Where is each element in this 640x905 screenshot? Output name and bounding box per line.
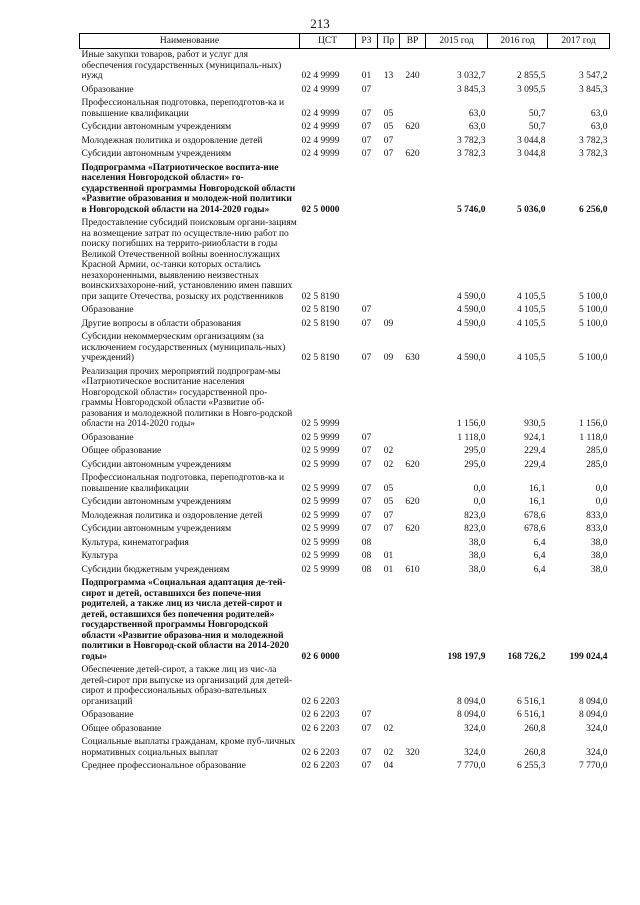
row-value-2016: 6,4 <box>533 551 546 561</box>
row-value-2017: 3 547,2 <box>579 71 608 81</box>
row-value-2017: 63,0 <box>590 108 608 119</box>
row-value-2015: 4 590,0 <box>457 305 486 315</box>
row-cst: 02 5 9999 <box>301 564 340 575</box>
row-pr: 05 <box>383 122 394 132</box>
row-value-2017: 285,0 <box>586 459 608 470</box>
row-value-2016: 6,4 <box>533 537 546 548</box>
row-pr: 02 <box>383 747 394 758</box>
row-cst: 02 5 8190 <box>301 318 340 329</box>
row-value-2015: 8 094,0 <box>457 710 486 720</box>
row-cst: 02 4 9999 <box>301 135 340 146</box>
table-row <box>80 664 610 709</box>
row-name: Среднее профессиональное образование <box>81 761 246 771</box>
header-name: Наименование <box>80 34 300 49</box>
row-name: Предоставление субсидий поисковым органи-зациям на возмещение затрат по осуществле-нию работ по поиску погибших на террито-рииобласти в годы Великой Отечественной войны военнослужащих Красной Армии, ос-танки которых остались незахороненными, выявлению неизвестных воинскихзахороне-ний, установлению имен павших при защите Отечества, розыску их родственников <box>81 218 297 302</box>
row-value-2016: 6 516,1 <box>517 710 546 720</box>
row-value-2017: 3 782,3 <box>579 149 608 159</box>
row-value-2016: 930,5 <box>524 419 546 429</box>
row-pr: 09 <box>383 353 394 363</box>
row-value-2015: 1 156,0 <box>457 419 486 429</box>
row-cst: 02 6 2203 <box>301 696 340 707</box>
row-value-2016: 260,8 <box>524 723 546 734</box>
table-row <box>80 97 610 121</box>
row-value-2015: 324,0 <box>464 723 486 734</box>
table-row <box>80 432 610 446</box>
row-pr: 02 <box>383 723 394 734</box>
row-value-2016: 6,4 <box>533 564 546 575</box>
table-row <box>80 523 610 537</box>
row-value-2016: 16,1 <box>528 497 546 507</box>
row-vr <box>400 445 426 459</box>
table-row <box>80 366 610 432</box>
row-cst: 02 5 8190 <box>301 291 340 302</box>
row-value-2015: 198 197,9 <box>447 651 486 662</box>
row-value-2015: 3 782,3 <box>457 149 486 159</box>
header-rz: РЗ <box>356 34 378 49</box>
row-pr: 07 <box>383 149 394 159</box>
row-pr: 09 <box>383 318 394 329</box>
row-cst: 02 5 8190 <box>301 353 340 363</box>
row-cst: 02 5 9999 <box>301 524 340 534</box>
row-value-2015: 3 845,3 <box>457 84 486 95</box>
row-name: Субсидии автономным учреждениям <box>81 524 232 534</box>
row-pr <box>378 537 400 551</box>
row-name: Образование <box>81 84 134 95</box>
row-cst: 02 6 2203 <box>301 761 340 771</box>
row-name: Субсидии автономным учреждениям <box>81 149 232 159</box>
row-vr <box>400 537 426 551</box>
row-name: Профессиональная подготовка, переподготов-ка и повышение квалификации <box>81 473 285 494</box>
table-body <box>80 49 610 774</box>
table-row <box>80 121 610 135</box>
row-name: Образование <box>81 432 134 443</box>
row-pr: 07 <box>383 524 394 534</box>
header-cst: ЦСТ <box>300 34 356 49</box>
row-value-2016: 3 095,5 <box>517 84 546 95</box>
row-pr <box>378 664 400 709</box>
row-name: Общее образование <box>81 446 162 456</box>
header-2015: 2015 год <box>426 34 488 49</box>
row-value-2015: 0,0 <box>473 483 486 494</box>
table-row <box>80 564 610 578</box>
row-rz: 01 <box>361 71 372 81</box>
row-value-2016: 3 044,8 <box>517 149 546 159</box>
row-vr: 620 <box>405 524 420 534</box>
header-2017: 2017 год <box>548 34 610 49</box>
table-row <box>80 459 610 473</box>
row-value-2016: 168 726,2 <box>507 651 546 662</box>
row-pr <box>378 432 400 446</box>
row-pr <box>378 84 400 98</box>
row-pr <box>378 366 400 432</box>
table-row <box>80 736 610 760</box>
table-row <box>80 550 610 564</box>
row-value-2017: 7 770,0 <box>579 761 608 771</box>
row-value-2017: 0,0 <box>595 497 608 507</box>
row-value-2016: 260,8 <box>524 747 546 758</box>
row-pr: 05 <box>383 497 394 507</box>
row-value-2017: 8 094,0 <box>579 710 608 720</box>
row-rz: 08 <box>361 564 372 575</box>
row-value-2015: 4 590,0 <box>457 318 486 329</box>
row-value-2015: 3 782,3 <box>457 135 486 146</box>
row-name: Культура, кинематография <box>81 537 189 548</box>
row-value-2017: 3 845,3 <box>579 84 608 95</box>
row-value-2017: 324,0 <box>586 747 608 758</box>
row-cst: 02 6 2203 <box>301 710 340 720</box>
row-rz: 07 <box>361 135 372 146</box>
row-pr <box>378 304 400 318</box>
table-row <box>80 537 610 551</box>
row-name: Профессиональная подготовка, переподготов-ка и повышение квалификации <box>81 98 285 119</box>
row-value-2016: 4 105,5 <box>517 291 546 302</box>
row-value-2017: 63,0 <box>590 122 608 132</box>
row-value-2015: 4 590,0 <box>457 353 486 363</box>
row-name: Субсидии бюджетным учреждениям <box>81 564 230 575</box>
row-cst: 02 5 9999 <box>301 483 340 494</box>
row-rz: 07 <box>361 108 372 119</box>
row-value-2017: 6 256,0 <box>579 204 608 215</box>
row-vr <box>400 432 426 446</box>
table-row <box>80 723 610 737</box>
row-value-2016: 2 855,5 <box>517 71 546 81</box>
table-row <box>80 148 610 162</box>
budget-table <box>79 33 610 774</box>
row-rz: 07 <box>361 723 372 734</box>
row-value-2016: 3 044,8 <box>517 135 546 146</box>
row-value-2015: 38,0 <box>468 564 486 575</box>
row-value-2016: 4 105,5 <box>517 318 546 329</box>
row-pr: 01 <box>383 551 394 561</box>
row-vr: 240 <box>405 71 420 81</box>
row-pr: 05 <box>383 108 394 119</box>
row-pr: 04 <box>383 761 394 771</box>
row-pr: 13 <box>383 71 394 81</box>
row-value-2016: 6 255,3 <box>517 761 546 771</box>
table-row <box>80 84 610 98</box>
row-value-2017: 199 024,4 <box>569 651 608 662</box>
row-value-2015: 5 746,0 <box>457 204 486 215</box>
row-name: Другие вопросы в области образования <box>81 318 241 329</box>
row-cst: 02 5 0000 <box>301 204 340 215</box>
row-pr: 07 <box>383 510 394 521</box>
row-vr: 620 <box>405 122 420 132</box>
row-rz: 08 <box>361 551 372 561</box>
row-value-2015: 8 094,0 <box>457 696 486 707</box>
row-name: Реализация прочих мероприятий подпрограм-мы «Патриотическое воспитание населения Новгородской области» государственной про-граммы Новгородской области «Развитие об-разования и молодежной политики в Новго-родской области на 2014-2020 годы» <box>81 366 293 429</box>
row-value-2017: 8 094,0 <box>579 696 608 707</box>
row-pr: 05 <box>383 483 394 494</box>
row-name: Общее образование <box>81 723 162 734</box>
row-value-2016: 50,7 <box>528 108 546 119</box>
row-name: Подпрограмма «Патриотическое воспита-ние населения Новгородской области» го-сударственной программы Новгородской области «Развитие образования и молодеж-ной политики в Новгородской области на 2014-2020 годы» <box>81 162 296 215</box>
row-cst: 02 4 9999 <box>301 108 340 119</box>
row-rz: 07 <box>361 84 372 95</box>
row-value-2015: 3 032,7 <box>457 71 486 81</box>
table-row <box>80 304 610 318</box>
row-value-2017: 5 100,0 <box>579 305 608 315</box>
row-name: Образование <box>81 305 134 315</box>
row-rz <box>356 664 378 709</box>
row-rz: 07 <box>361 761 372 771</box>
row-vr <box>400 217 426 304</box>
row-value-2015: 295,0 <box>464 459 486 470</box>
table-row <box>80 217 610 304</box>
row-value-2015: 4 590,0 <box>457 291 486 302</box>
row-cst: 02 4 9999 <box>301 122 340 132</box>
row-cst: 02 5 9999 <box>301 432 340 443</box>
row-vr <box>400 723 426 737</box>
row-cst: 02 5 9999 <box>301 551 340 561</box>
row-value-2015: 0,0 <box>473 497 486 507</box>
row-vr: 620 <box>405 497 420 507</box>
row-cst: 02 5 8190 <box>301 305 340 315</box>
row-name: Иные закупки товаров, работ и услуг для обеспечения государственных (муниципаль-ных) нужд <box>81 50 282 81</box>
table-header-row <box>80 34 610 49</box>
row-name: Социальные выплаты гражданам, кроме пуб-личных нормативных социальных выплат <box>81 737 296 758</box>
row-pr: 07 <box>383 135 394 146</box>
table-row <box>80 496 610 510</box>
row-name: Субсидии автономным учреждениям <box>81 122 232 132</box>
row-rz: 07 <box>361 510 372 521</box>
row-rz <box>356 366 378 432</box>
row-pr: 02 <box>383 446 394 456</box>
row-value-2016: 6 516,1 <box>517 696 546 707</box>
row-rz: 07 <box>361 459 372 470</box>
row-cst: 02 4 9999 <box>301 84 340 95</box>
row-vr <box>400 577 426 664</box>
row-value-2016: 678,6 <box>524 510 546 521</box>
row-vr <box>400 760 426 774</box>
row-value-2016: 229,4 <box>524 446 546 456</box>
row-value-2015: 1 118,0 <box>457 432 486 443</box>
table-row <box>80 49 610 84</box>
row-name: Обеспечение детей-сирот, а также лиц из чис-ла детей-сирот при выпуске из организаций для детей-сирот и профессиональных образо-вательных организаций <box>81 665 293 707</box>
row-value-2016: 50,7 <box>528 122 546 132</box>
row-vr: 610 <box>405 564 420 575</box>
row-vr <box>400 366 426 432</box>
row-pr: 02 <box>383 459 394 470</box>
row-value-2016: 4 105,5 <box>517 305 546 315</box>
row-rz: 07 <box>361 318 372 329</box>
table-row <box>80 472 610 496</box>
row-value-2017: 5 100,0 <box>579 353 608 363</box>
row-vr: 620 <box>405 149 420 159</box>
row-name: Субсидии некоммерческим организациям (за исключением государственных (муниципаль-ных) учреждений) <box>81 332 286 363</box>
row-name: Подпрограмма «Социальная адаптация де-тей-сирот и детей, оставшихся без попече-ния родителей, а также лиц из числа детей-сирот и детей, оставшихся без попечения родителей» государственной программы Новгородской области «Развитие образова-ния и молодежной политики в Новгород-ской области на 2014-2020 годы» <box>81 578 289 662</box>
row-vr: 620 <box>405 459 420 470</box>
row-vr <box>400 97 426 121</box>
row-value-2016: 5 036,0 <box>517 204 546 215</box>
row-value-2017: 1 156,0 <box>579 419 608 429</box>
row-value-2016: 924,1 <box>524 432 546 443</box>
row-rz: 07 <box>361 122 372 132</box>
row-rz: 07 <box>361 432 372 443</box>
row-rz <box>356 577 378 664</box>
row-vr <box>400 664 426 709</box>
table-row <box>80 709 610 723</box>
table-row <box>80 318 610 332</box>
row-rz: 07 <box>361 483 372 494</box>
row-name: Молодежная политика и оздоровление детей <box>81 135 263 146</box>
row-value-2015: 63,0 <box>468 108 486 119</box>
row-vr <box>400 162 426 218</box>
row-value-2015: 823,0 <box>464 510 486 521</box>
row-name: Культура <box>81 551 118 561</box>
row-value-2015: 63,0 <box>468 122 486 132</box>
row-pr <box>378 577 400 664</box>
table-row <box>80 577 610 664</box>
row-name: Молодежная политика и оздоровление детей <box>81 510 263 521</box>
row-value-2017: 5 100,0 <box>579 291 608 302</box>
row-value-2017: 38,0 <box>590 564 608 575</box>
row-rz: 07 <box>361 524 372 534</box>
row-rz: 07 <box>361 353 372 363</box>
header-2016: 2016 год <box>488 34 548 49</box>
row-value-2016: 229,4 <box>524 459 546 470</box>
row-value-2015: 295,0 <box>464 446 486 456</box>
row-value-2017: 833,0 <box>586 510 608 521</box>
row-cst: 02 5 9999 <box>301 510 340 521</box>
row-rz <box>356 217 378 304</box>
row-name: Образование <box>81 710 134 720</box>
row-value-2017: 285,0 <box>586 446 608 456</box>
row-cst: 02 4 9999 <box>301 71 340 81</box>
row-rz: 07 <box>361 710 372 720</box>
row-vr <box>400 472 426 496</box>
row-name: Субсидии автономным учреждениям <box>81 497 232 507</box>
row-value-2015: 823,0 <box>464 524 486 534</box>
row-value-2017: 5 100,0 <box>579 318 608 329</box>
row-value-2017: 3 782,3 <box>579 135 608 146</box>
row-pr <box>378 709 400 723</box>
row-cst: 02 5 9999 <box>301 459 340 470</box>
row-value-2017: 1 118,0 <box>579 432 608 443</box>
row-rz: 07 <box>361 149 372 159</box>
row-pr: 01 <box>383 564 394 575</box>
row-vr <box>400 84 426 98</box>
row-cst: 02 6 2203 <box>301 723 340 734</box>
row-value-2017: 324,0 <box>586 723 608 734</box>
row-value-2016: 678,6 <box>524 524 546 534</box>
row-cst: 02 6 0000 <box>301 651 340 662</box>
row-vr <box>400 709 426 723</box>
row-rz: 07 <box>361 446 372 456</box>
header-vr: ВР <box>400 34 426 49</box>
row-cst: 02 5 9999 <box>301 446 340 456</box>
row-vr: 320 <box>405 747 420 758</box>
row-value-2015: 38,0 <box>468 537 486 548</box>
row-rz <box>356 162 378 218</box>
table-row <box>80 162 610 218</box>
row-value-2017: 38,0 <box>590 551 608 561</box>
row-rz: 07 <box>361 497 372 507</box>
row-cst: 02 5 9999 <box>301 419 340 429</box>
row-value-2017: 0,0 <box>595 483 608 494</box>
row-cst: 02 5 9999 <box>301 497 340 507</box>
row-cst: 02 4 9999 <box>301 149 340 159</box>
table-row <box>80 760 610 774</box>
table-row <box>80 510 610 524</box>
row-value-2017: 38,0 <box>590 537 608 548</box>
row-vr <box>400 550 426 564</box>
page-number: 213 <box>310 16 330 31</box>
table-row <box>80 135 610 149</box>
row-value-2016: 4 105,5 <box>517 353 546 363</box>
table-row <box>80 445 610 459</box>
row-value-2015: 324,0 <box>464 747 486 758</box>
row-pr <box>378 217 400 304</box>
row-vr <box>400 135 426 149</box>
row-value-2016: 16,1 <box>528 483 546 494</box>
row-vr <box>400 510 426 524</box>
row-name: Субсидии автономным учреждениям <box>81 459 232 470</box>
row-vr <box>400 318 426 332</box>
row-rz: 07 <box>361 747 372 758</box>
row-vr <box>400 304 426 318</box>
table-row <box>80 331 610 366</box>
row-rz: 07 <box>361 305 372 315</box>
row-cst: 02 6 2203 <box>301 747 340 758</box>
row-cst: 02 5 9999 <box>301 537 340 548</box>
row-value-2015: 38,0 <box>468 551 486 561</box>
row-value-2015: 7 770,0 <box>457 761 486 771</box>
header-pr: Пр <box>378 34 400 49</box>
row-value-2017: 833,0 <box>586 524 608 534</box>
row-vr: 630 <box>405 353 420 363</box>
row-rz: 08 <box>361 537 372 548</box>
row-pr <box>378 162 400 218</box>
